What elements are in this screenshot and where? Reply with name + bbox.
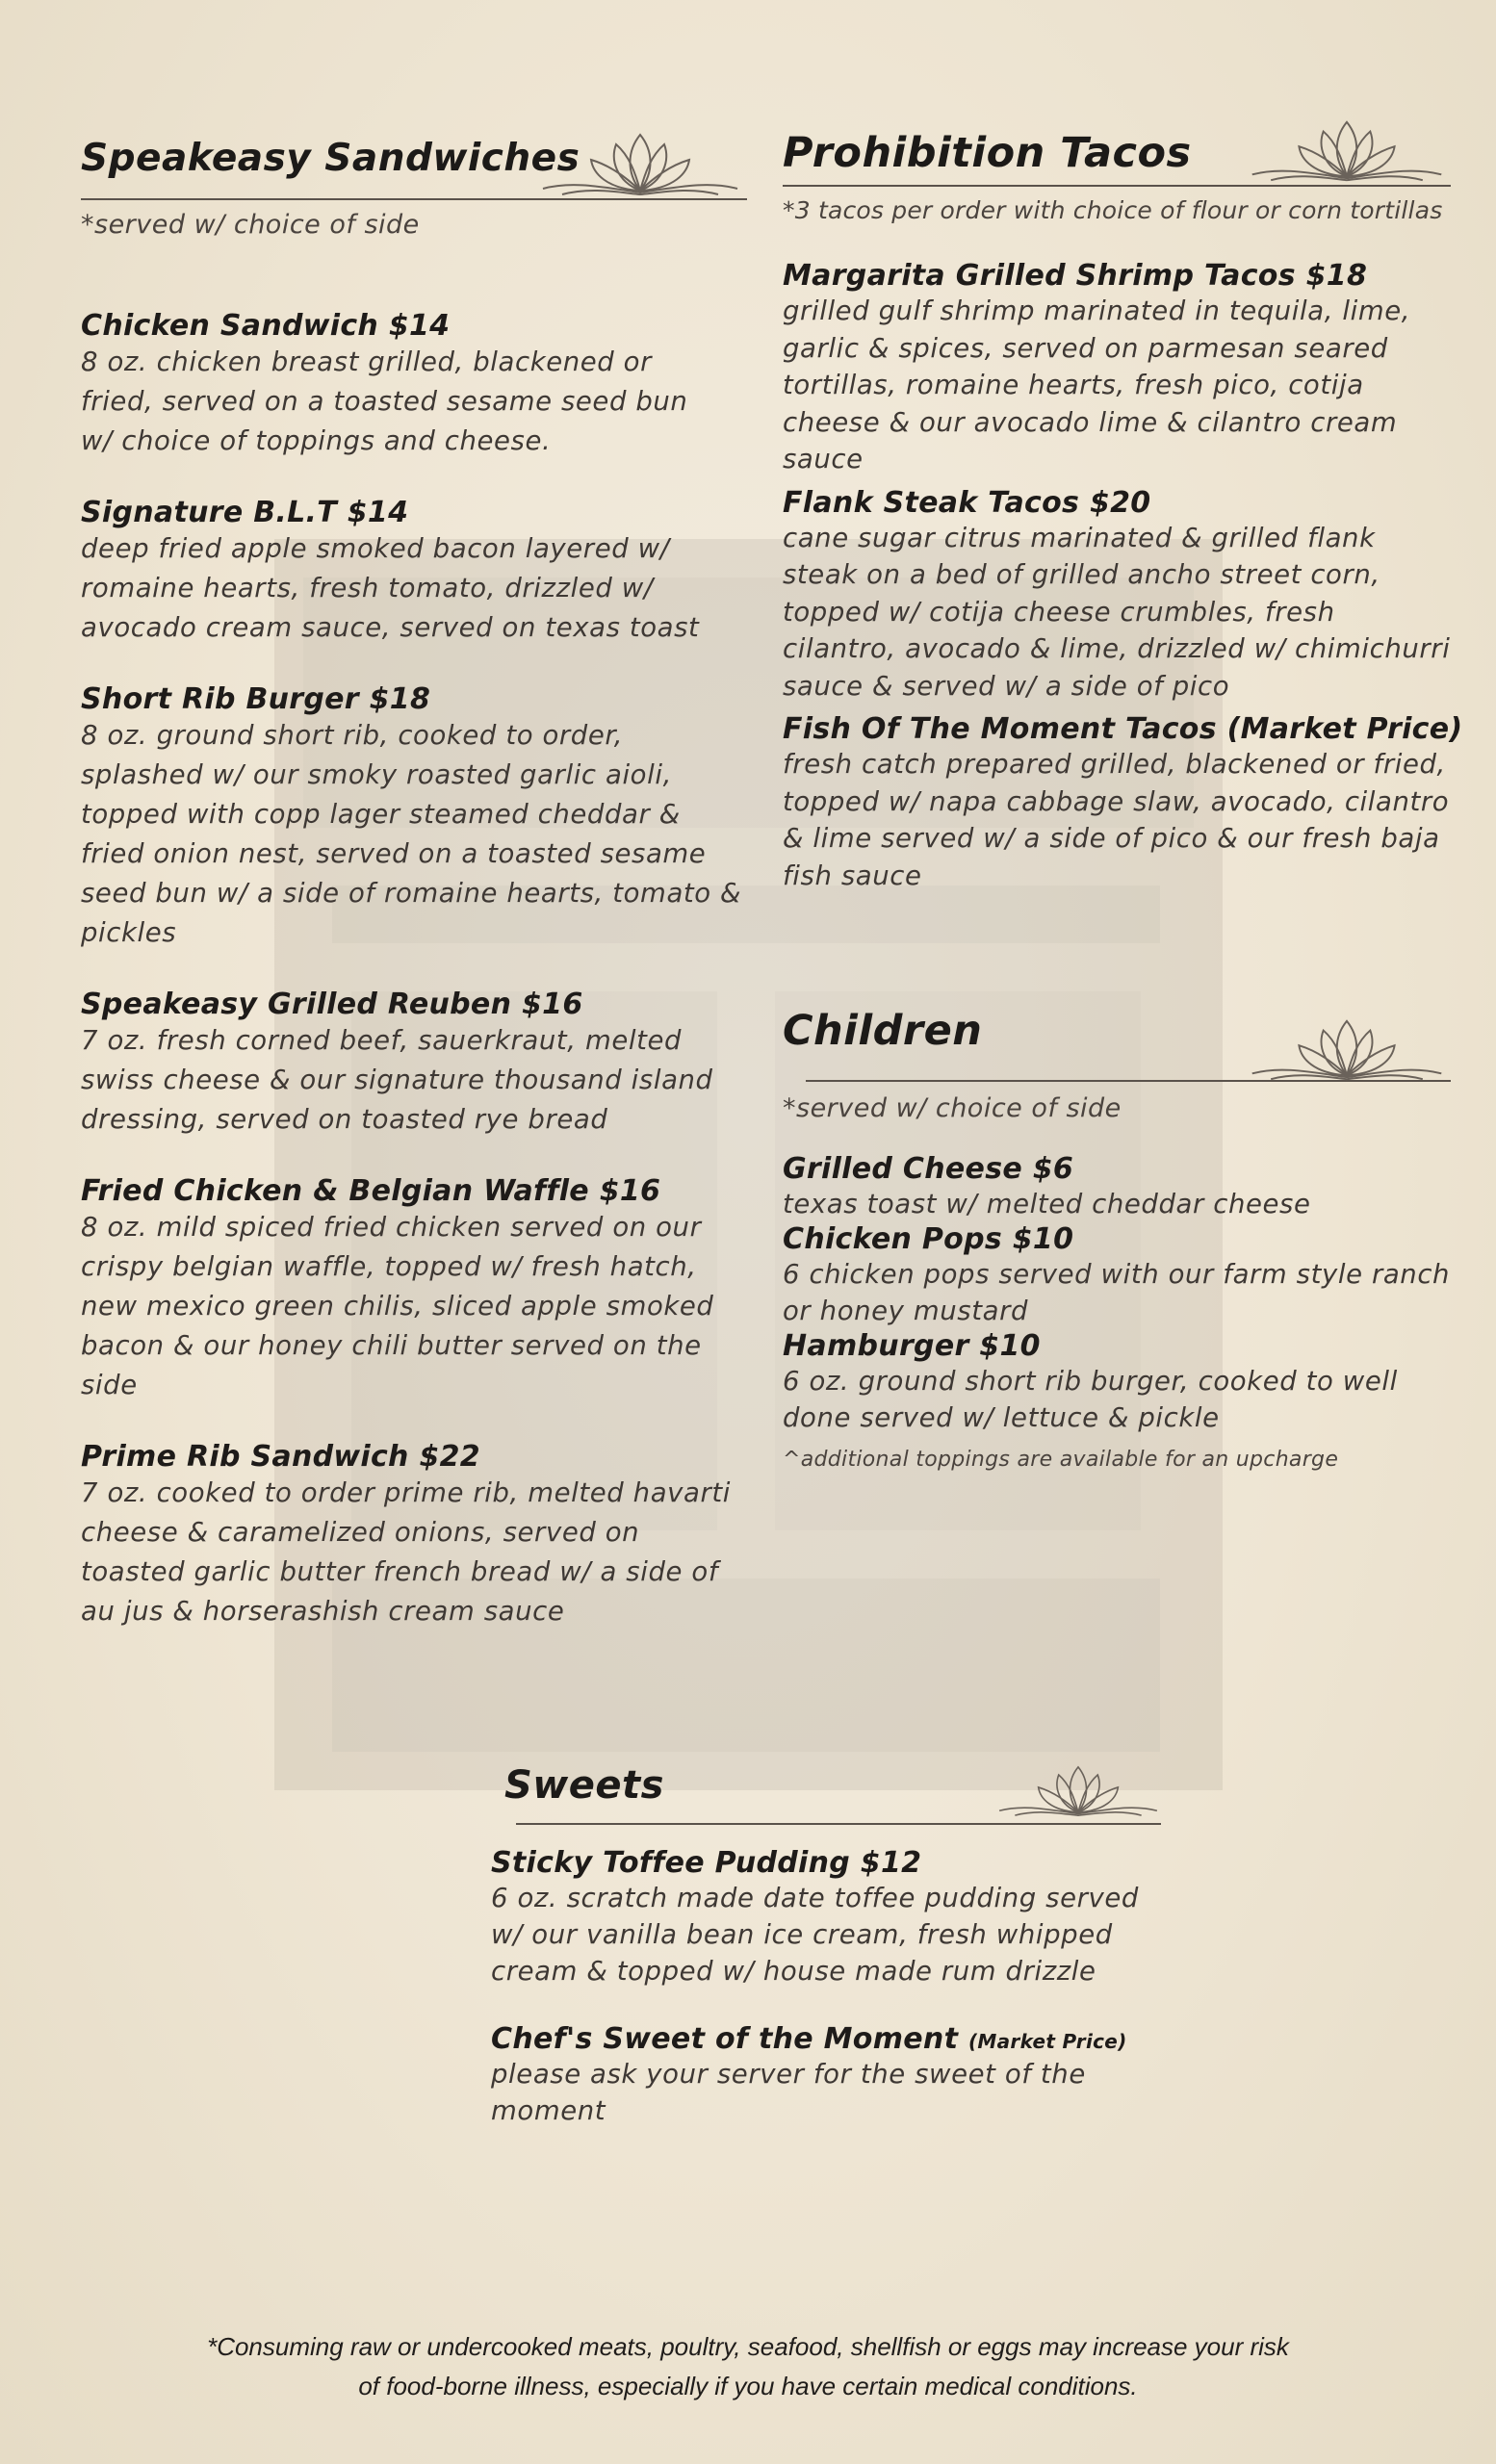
item-description: please ask your server for the sweet of the moment — [491, 2059, 1086, 2126]
disclaimer-line-2: of food-borne illness, especially if you have certain medical conditions. — [358, 2372, 1138, 2400]
item-name: Signature B.L.T $14 — [81, 496, 409, 529]
item-name: Fish Of The Moment Tacos (Market Price) — [783, 712, 1463, 746]
lotus-ornament-icon — [1243, 1016, 1451, 1084]
item-name: Flank Steak Tacos $20 — [783, 485, 1151, 520]
item-name-text: Chef's Sweet of the Moment — [491, 2022, 959, 2056]
sandwiches-note: *served w/ choice of side — [81, 210, 420, 240]
lotus-ornament-icon — [1243, 117, 1451, 185]
menu-item — [81, 1440, 755, 1631]
children-header — [783, 1007, 1457, 1068]
tacos-header — [783, 127, 1457, 189]
menu-item — [783, 1329, 1457, 1436]
item-description: cane sugar citrus marinated & grilled flank steak on a bed of grilled ancho street corn, topped w/ cotija cheese crumbles, fresh cilantro, avocado & lime, drizzled w/ chimichurri sauce & served w/ a side of pico — [783, 522, 1451, 702]
children-note: *served w/ choice of side — [783, 1093, 1122, 1123]
item-description: 8 oz. chicken breast grilled, blackened or fried, served on a toasted sesame seed bun w/ choice of toppings and cheese. — [81, 346, 688, 456]
menu-item — [81, 496, 755, 648]
item-name: Chicken Sandwich $14 — [81, 309, 451, 343]
lotus-ornament-icon — [992, 1761, 1165, 1821]
menu-item — [783, 1222, 1457, 1329]
sandwiches-header — [81, 135, 755, 196]
menu-item — [81, 682, 755, 953]
lotus-ornament-icon — [533, 131, 747, 198]
item-name: Hamburger $10 — [783, 1329, 1041, 1363]
item-description: 8 oz. ground short rib, cooked to order, splashed w/ our smoky roasted garlic aioli, topped with copp lager steamed cheddar & fried onion nest, served on a toasted sesame seed bun w/ a side of romaine hearts, tomato & pickles — [81, 720, 742, 948]
menu-item — [81, 1174, 755, 1405]
menu-item — [81, 309, 755, 461]
children-title: Children — [783, 1007, 983, 1055]
item-description: 8 oz. mild spiced fried chicken served on our crispy belgian waffle, topped w/ fresh hatch, new mexico green chilis, sliced apple smoked bacon & our honey chili butter served on the side — [81, 1212, 714, 1400]
menu-item — [491, 1846, 1165, 1989]
health-disclaimer — [0, 2327, 1496, 2406]
item-description: 7 oz. fresh corned beef, sauerkraut, melted swiss cheese & our signature thousand island dressing, served on toasted rye bread — [81, 1025, 713, 1135]
item-name: Speakeasy Grilled Reuben $16 — [81, 988, 583, 1021]
menu-item — [81, 988, 755, 1140]
item-name — [491, 2022, 1165, 2056]
children-section — [783, 1007, 1457, 1472]
sandwiches-rule — [81, 198, 747, 200]
item-description: 6 oz. scratch made date toffee pudding served w/ our vanilla bean ice cream, fresh whipped cream & topped w/ house made rum drizzle — [491, 1883, 1139, 1987]
item-name: Chicken Pops $10 — [783, 1222, 1074, 1256]
sandwiches-section — [81, 135, 755, 1631]
menu-item — [491, 2022, 1165, 2129]
menu-item — [783, 1152, 1457, 1222]
market-price-label: (Market Price) — [967, 2030, 1127, 2053]
item-name: Sticky Toffee Pudding $12 — [491, 1846, 922, 1880]
sweets-rule — [516, 1823, 1161, 1825]
sweets-header — [491, 1758, 1165, 1819]
item-description: texas toast w/ melted cheddar cheese — [783, 1189, 1311, 1219]
item-name: Short Rib Burger $18 — [81, 682, 431, 716]
sweets-title: Sweets — [504, 1763, 664, 1808]
item-name: Fried Chicken & Belgian Waffle $16 — [81, 1174, 661, 1208]
item-description: grilled gulf shrimp marinated in tequila, lime, garlic & spices, served on parmesan seared tortillas, romaine hearts, fresh pico, cotija cheese & our avocado lime & cilantro cream sauce — [783, 295, 1411, 475]
tacos-rule — [783, 185, 1451, 187]
item-description: fresh catch prepared grilled, blackened or fried, topped w/ napa cabbage slaw, avocado, cilantro & lime served w/ a side of pico & our fresh baja fish sauce — [783, 749, 1450, 891]
item-description: deep fried apple smoked bacon layered w/ romaine hearts, fresh tomato, drizzled w/ avocado cream sauce, served on texas toast — [81, 533, 700, 643]
children-footnote: ^additional toppings are available for an upcharge — [783, 1448, 1339, 1472]
item-name: Grilled Cheese $6 — [783, 1152, 1074, 1186]
tacos-note: *3 tacos per order with choice of flour or corn tortillas — [783, 196, 1443, 224]
item-description: 7 oz. cooked to order prime rib, melted havarti cheese & caramelized onions, served on toasted garlic butter french bread w/ a side of au jus & horserashish cream sauce — [81, 1477, 732, 1627]
item-description: 6 chicken pops served with our farm style ranch or honey mustard — [783, 1259, 1451, 1326]
sandwiches-title: Speakeasy Sandwiches — [81, 137, 580, 180]
tacos-title: Prohibition Tacos — [783, 129, 1192, 177]
item-description: 6 oz. ground short rib burger, cooked to well done served w/ lettuce & pickle — [783, 1366, 1398, 1433]
menu-item — [783, 259, 1457, 478]
menu-item — [783, 712, 1463, 894]
item-name: Margarita Grilled Shrimp Tacos $18 — [783, 259, 1368, 293]
sweets-section — [491, 1758, 1165, 2129]
disclaimer-line-1: *Consuming raw or undercooked meats, poultry, seafood, shellfish or eggs may increase your risk — [207, 2332, 1289, 2361]
menu-item — [783, 486, 1457, 706]
tacos-section — [783, 127, 1463, 894]
item-name: Prime Rib Sandwich $22 — [81, 1440, 480, 1474]
